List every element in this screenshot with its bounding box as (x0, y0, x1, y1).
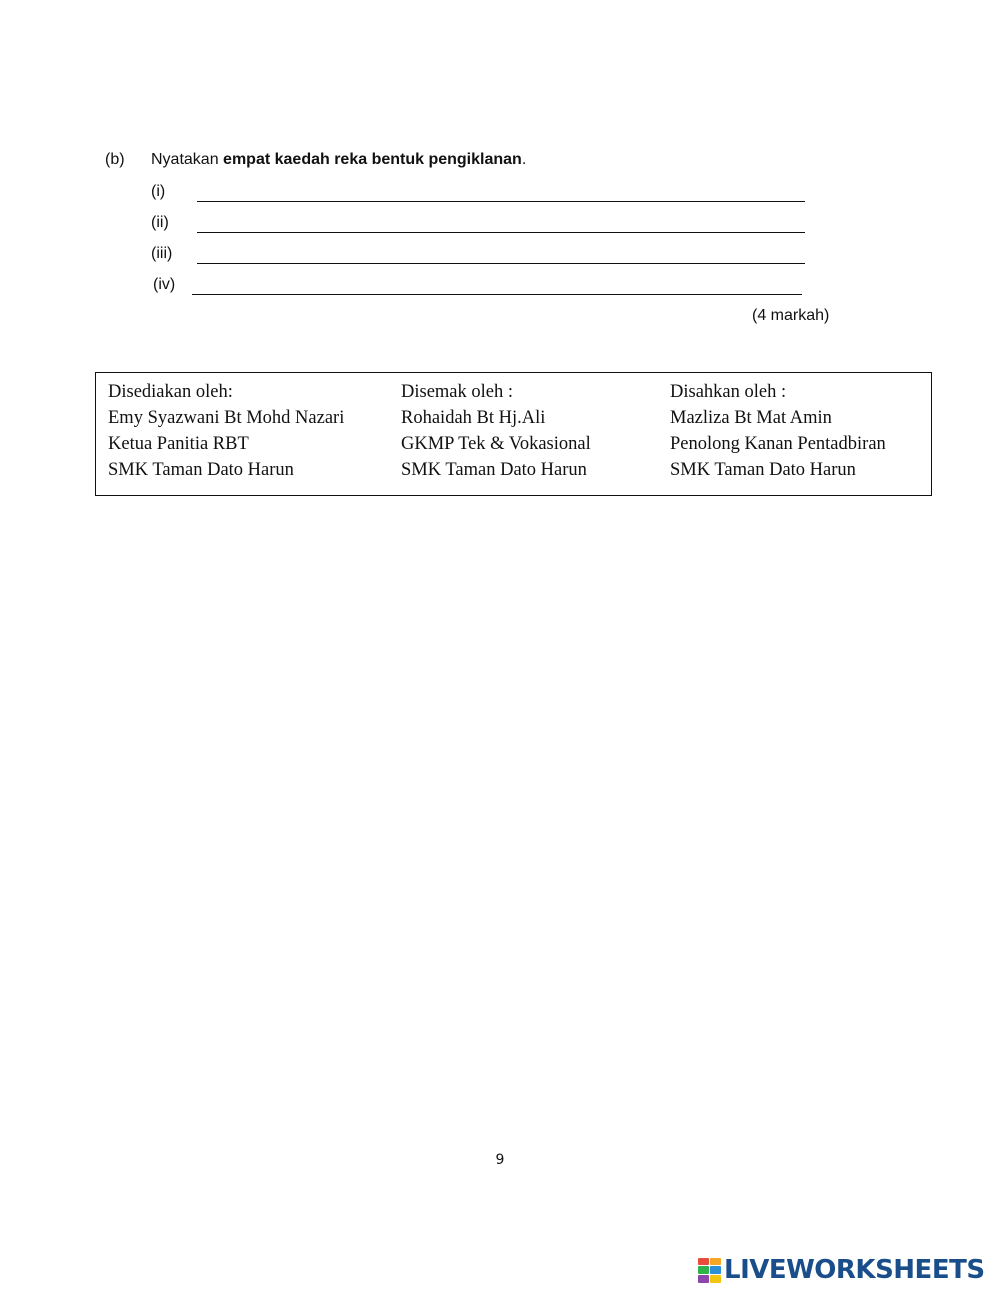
question-prefix: Nyatakan (151, 151, 224, 168)
answer-row-iii (151, 245, 811, 267)
answer-roman: (iii) (151, 245, 173, 262)
signature-col-reviewed (401, 379, 591, 483)
signature-col-approved (670, 379, 886, 483)
answer-roman: (ii) (151, 214, 169, 231)
answer-row-i (151, 183, 811, 205)
signature-table (95, 372, 932, 496)
answer-roman: (i) (151, 183, 166, 200)
signature-name: Mazliza Bt Mat Amin (670, 408, 832, 428)
logo-tile (710, 1258, 721, 1265)
logo-tile (710, 1266, 721, 1274)
logo-tile (698, 1266, 709, 1274)
signature-position: Penolong Kanan Pentadbiran (670, 434, 886, 454)
answer-line-iv[interactable] (192, 294, 802, 295)
answer-line-ii[interactable] (197, 232, 805, 233)
signature-school: SMK Taman Dato Harun (401, 460, 587, 480)
answer-row-iv (153, 276, 813, 298)
marks-label: (4 markah) (752, 307, 830, 324)
question-emphasis: empat kaedah reka bentuk pengiklanan (223, 151, 522, 168)
answer-line-i[interactable] (197, 201, 805, 202)
question-text (151, 151, 526, 169)
logo-tile (710, 1275, 721, 1283)
signature-heading: Disediakan oleh: (108, 382, 233, 402)
question-label: (b) (105, 151, 125, 168)
signature-heading: Disahkan oleh : (670, 382, 787, 402)
signature-school: SMK Taman Dato Harun (108, 460, 294, 480)
answer-line-iii[interactable] (197, 263, 805, 264)
liveworksheets-logo-icon (697, 1257, 721, 1283)
liveworksheets-logo[interactable] (697, 1255, 985, 1285)
signature-name: Emy Syazwani Bt Mohd Nazari (108, 408, 345, 428)
answer-row-ii (151, 214, 811, 236)
signature-name: Rohaidah Bt Hj.Ali (401, 408, 546, 428)
logo-text: LIVEWORKSHEETS (724, 1255, 985, 1285)
logo-tile (698, 1275, 709, 1283)
signature-heading: Disemak oleh : (401, 382, 514, 402)
answer-roman: (iv) (153, 276, 176, 293)
signature-position: GKMP Tek & Vokasional (401, 434, 591, 454)
signature-position: Ketua Panitia RBT (108, 434, 249, 454)
question-suffix: . (521, 151, 527, 168)
signature-col-prepared (108, 379, 344, 483)
signature-school: SMK Taman Dato Harun (670, 460, 856, 480)
page-number: 9 (495, 1152, 505, 1168)
logo-tile (698, 1258, 709, 1265)
